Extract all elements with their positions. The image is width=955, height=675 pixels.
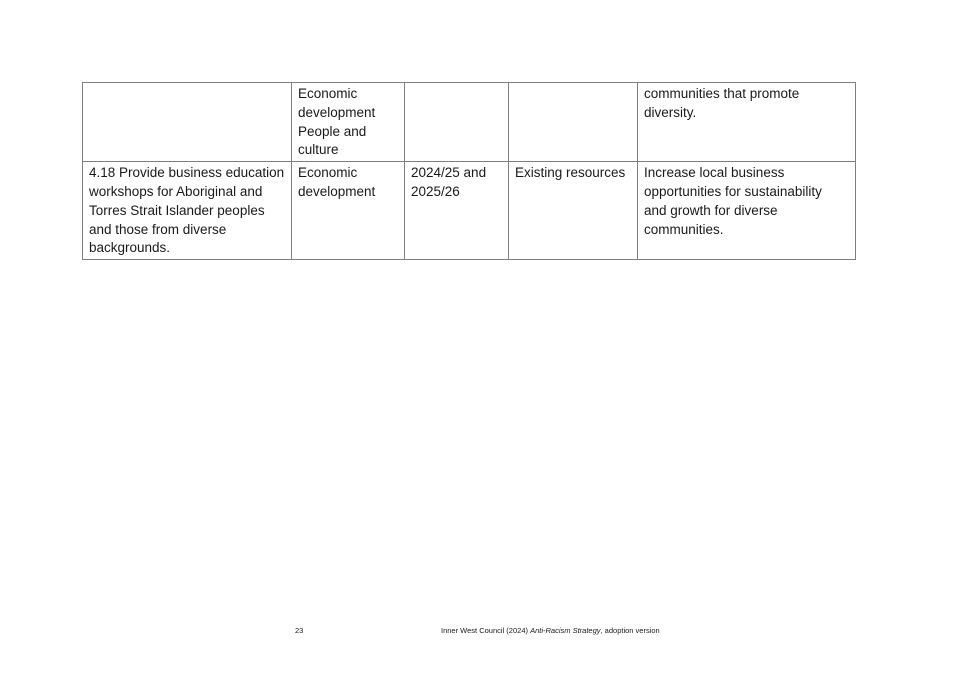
outcome-cell — [638, 83, 856, 162]
outcome-line: opportunities for sustainability — [644, 183, 822, 199]
action-line: backgrounds. — [89, 240, 171, 256]
outcome-line: diversity. — [644, 104, 697, 120]
outcome-line: and growth for diverse — [644, 202, 778, 218]
resources-cell — [509, 83, 638, 162]
responsibility-line: Economic — [298, 165, 358, 181]
action-cell — [83, 83, 292, 162]
responsibility-cell — [292, 83, 405, 162]
citation-title: Anti-Racism Strategy — [530, 626, 601, 635]
resources-line: Existing resources — [515, 165, 626, 181]
outcome-line: Increase local business — [644, 165, 785, 181]
responsibility-cell — [292, 162, 405, 260]
citation-prefix: Inner West Council (2024) — [441, 626, 531, 635]
responsibility-line: development — [298, 183, 376, 199]
timeframe-line: 2025/26 — [411, 183, 460, 199]
responsibility-line: culture — [298, 142, 339, 158]
table-row — [83, 162, 856, 260]
outcome-cell — [638, 162, 856, 260]
table-row — [83, 83, 856, 162]
action-cell — [83, 162, 292, 260]
action-line: workshops for Aboriginal and — [89, 183, 263, 199]
timeframe-cell — [405, 83, 509, 162]
page-number: 23 — [295, 626, 304, 635]
citation-suffix: , adoption version — [600, 626, 660, 635]
resources-cell — [509, 162, 638, 260]
action-line: and those from diverse — [89, 221, 227, 237]
responsibility-line: People and — [298, 123, 367, 139]
action-line: 4.18 Provide business education — [89, 165, 285, 181]
action-plan-table — [82, 82, 856, 260]
footer-citation — [441, 626, 660, 635]
outcome-line: communities that promote — [644, 86, 800, 101]
outcome-line: communities. — [644, 221, 724, 237]
timeframe-line: 2024/25 and — [411, 165, 487, 181]
page-footer — [0, 626, 955, 638]
responsibility-line: Economic — [298, 86, 358, 101]
timeframe-cell — [405, 162, 509, 260]
responsibility-line: development — [298, 104, 376, 120]
action-line: Torres Strait Islander peoples — [89, 202, 265, 218]
